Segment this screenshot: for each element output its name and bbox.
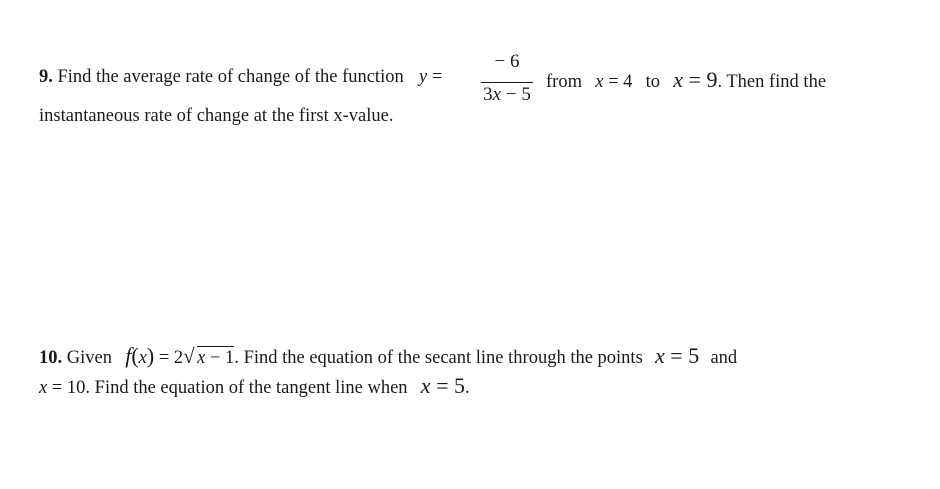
point-2-value: = 10 [47,378,86,398]
function-name: f [125,343,132,368]
equals-sign: = [431,67,443,87]
problem-10-text-mid: . Find the equation of the secant line through the points [234,348,643,368]
fraction-numerator: − 6 [494,51,520,72]
x1-variable: x [595,72,604,92]
radicand [197,346,234,368]
problem-10-text-line-2: . Find the equation of the tangent line when [85,378,408,398]
radicand-variable: x [197,348,206,368]
point-1-value: = 5 [664,343,700,368]
x2-value: = 9 [683,67,718,92]
point-2-variable: x [39,378,48,398]
given-label: Given [66,348,112,368]
problem-9-number: 9. [39,67,53,87]
problem-9-text-after: . Then find the [717,72,827,92]
function-equals-coef: = 2 [154,348,184,368]
x2-variable: x [673,67,684,92]
point-3-value: = 5 [430,373,465,398]
radical-sign: √ [183,344,195,368]
problem-10-line-1 [39,343,737,369]
paren-open: ( [131,343,139,368]
from-label: from [546,72,582,92]
problem-10-number: 10. [39,348,63,368]
to-label: to [645,72,661,92]
denominator-coefficient: 3 [483,84,493,105]
square-root [183,344,235,369]
paren-close: ) [146,343,155,368]
problem-9-line-2-text: instantaneous rate of change at the first x-value. [39,106,394,126]
y-variable: y [418,67,428,87]
problem-9-text: Find the average rate of change of the function [57,67,404,87]
and-label: and [710,348,738,368]
function-argument: x [138,348,147,368]
x1-value: = 4 [603,72,633,92]
denominator-constant: − 5 [501,84,531,105]
problem-10-line-2 [39,373,470,399]
problem-10 [39,0,900,489]
point-3-variable: x [420,373,431,398]
denominator-variable: x [492,84,502,105]
radicand-constant: − 1 [205,348,235,368]
end-period: . [464,378,470,398]
point-1-variable: x [655,343,665,368]
